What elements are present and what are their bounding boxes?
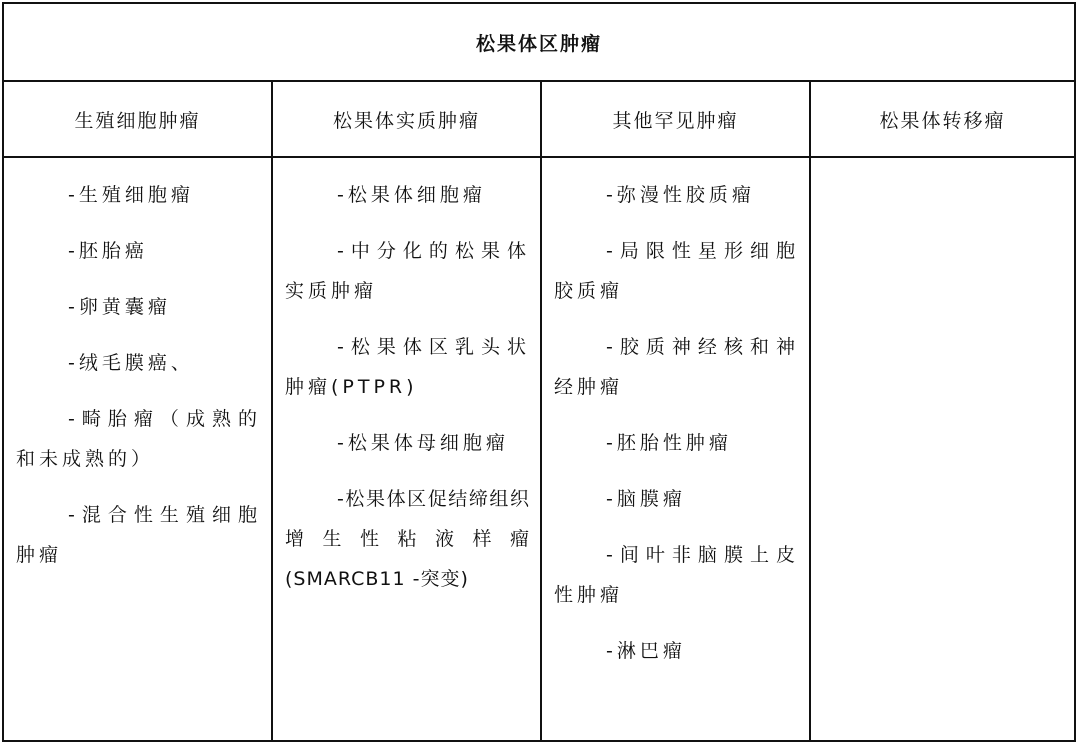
table-title: 松果体区肿瘤 <box>4 4 1074 82</box>
list-item: -松果体区促结缔组织增生性粘液样瘤(SMARCB11 -突变) <box>285 488 530 590</box>
list-item: -松果体区乳头状肿瘤(PTPR) <box>285 336 530 398</box>
list-item: -中分化的松果体实质肿瘤 <box>285 240 530 302</box>
tumor-list <box>273 156 540 599</box>
list-item: -绒毛膜癌、 <box>68 352 194 374</box>
list-item: -生殖细胞瘤 <box>68 184 194 206</box>
list-item: -淋巴瘤 <box>606 640 686 662</box>
list-item: -弥漫性胶质瘤 <box>606 184 755 206</box>
list-item: -局限性星形细胞胶质瘤 <box>554 240 799 302</box>
tumor-list <box>4 156 271 575</box>
list-item: -畸胎瘤（成熟的和未成熟的） <box>16 408 261 470</box>
column-body-pineal-metastases <box>811 156 1074 740</box>
list-item: -松果体细胞瘤 <box>337 184 486 206</box>
list-item: -混合性生殖细胞肿瘤 <box>16 504 261 566</box>
column-body-other-rare-tumors <box>542 156 811 740</box>
column-header-pineal-parenchymal-tumors: 松果体实质肿瘤 <box>273 82 542 156</box>
list-item: -脑膜瘤 <box>606 488 686 510</box>
column-header-pineal-metastases: 松果体转移瘤 <box>879 109 1006 132</box>
list-item: -松果体母细胞瘤 <box>337 432 509 454</box>
list-item: -间叶非脑膜上皮性肿瘤 <box>554 544 799 606</box>
column-body-germ-cell-tumors <box>4 156 273 740</box>
list-item: -胚胎性肿瘤 <box>606 432 732 454</box>
classification-table <box>2 2 1076 742</box>
list-item: -卵黄囊瘤 <box>68 296 171 318</box>
column-body-row <box>4 156 1074 740</box>
column-header-row <box>4 82 1074 158</box>
column-header-other-rare-tumors: 其他罕见肿瘤 <box>542 82 811 156</box>
list-item: -胶质神经核和神经肿瘤 <box>554 336 799 398</box>
tumor-list <box>542 156 809 671</box>
column-header-germ-cell-tumors: 生殖细胞肿瘤 <box>4 82 273 156</box>
column-body-pineal-parenchymal-tumors <box>273 156 542 740</box>
list-item: -胚胎癌 <box>68 240 148 262</box>
